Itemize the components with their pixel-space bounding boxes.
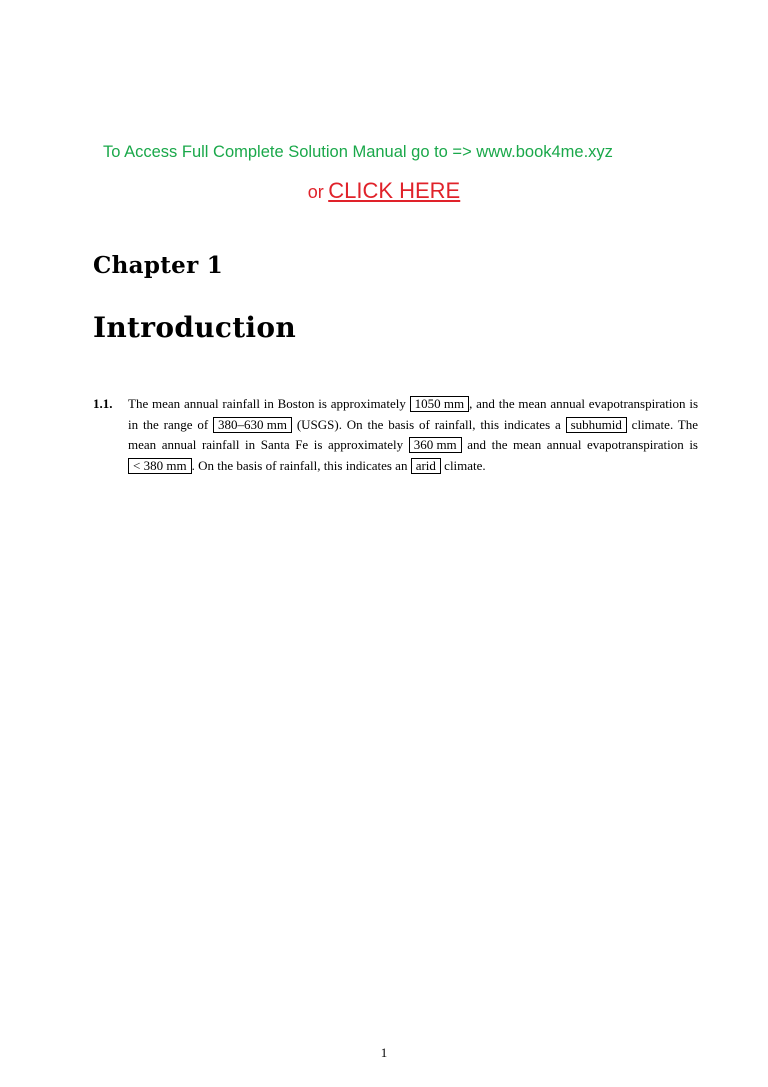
answer-box-boston-climate: subhumid bbox=[566, 417, 627, 433]
problem-number: 1.1. bbox=[93, 396, 113, 411]
answer-box-santa-fe-rainfall: 360 mm bbox=[409, 437, 462, 453]
problem-text bbox=[128, 394, 698, 476]
problem-text-segment: climate. bbox=[440, 457, 486, 473]
promo-access-text[interactable]: To Access Full Complete Solution Manual go to => www.book4me.xyz bbox=[103, 143, 613, 161]
answer-box-boston-evapotranspiration: 380–630 mm bbox=[213, 417, 292, 433]
answer-box-boston-rainfall: 1050 mm bbox=[410, 396, 469, 412]
problem-text-segment: (USGS). On the basis of rainfall, this indicates a bbox=[292, 416, 566, 432]
click-here-link[interactable]: CLICK HERE bbox=[328, 178, 461, 203]
problem-text-segment: The mean annual rainfall in Boston is approximately bbox=[128, 396, 410, 411]
promo-or-text: or bbox=[307, 182, 324, 202]
answer-box-santa-fe-climate: arid bbox=[411, 458, 441, 474]
problem-1-1 bbox=[93, 394, 698, 476]
chapter-number-heading: Chapter 1 bbox=[93, 252, 224, 279]
problem-text-segment: climate. The mean annual rainfall in Santa Fe is approximately bbox=[128, 416, 698, 452]
promo-click-line bbox=[0, 178, 768, 204]
chapter-title-heading: Introduction bbox=[93, 311, 297, 344]
problem-text-segment: , and the mean annual evapotranspiration is in the range of bbox=[128, 396, 698, 432]
problem-text-segment: . On the basis of rainfall, this indicates an bbox=[191, 457, 411, 473]
page-number: 1 bbox=[380, 1045, 388, 1060]
problem-text-segment: and the mean annual evapotranspiration is bbox=[461, 437, 698, 452]
answer-box-santa-fe-evapotranspiration: < 380 mm bbox=[128, 458, 192, 474]
